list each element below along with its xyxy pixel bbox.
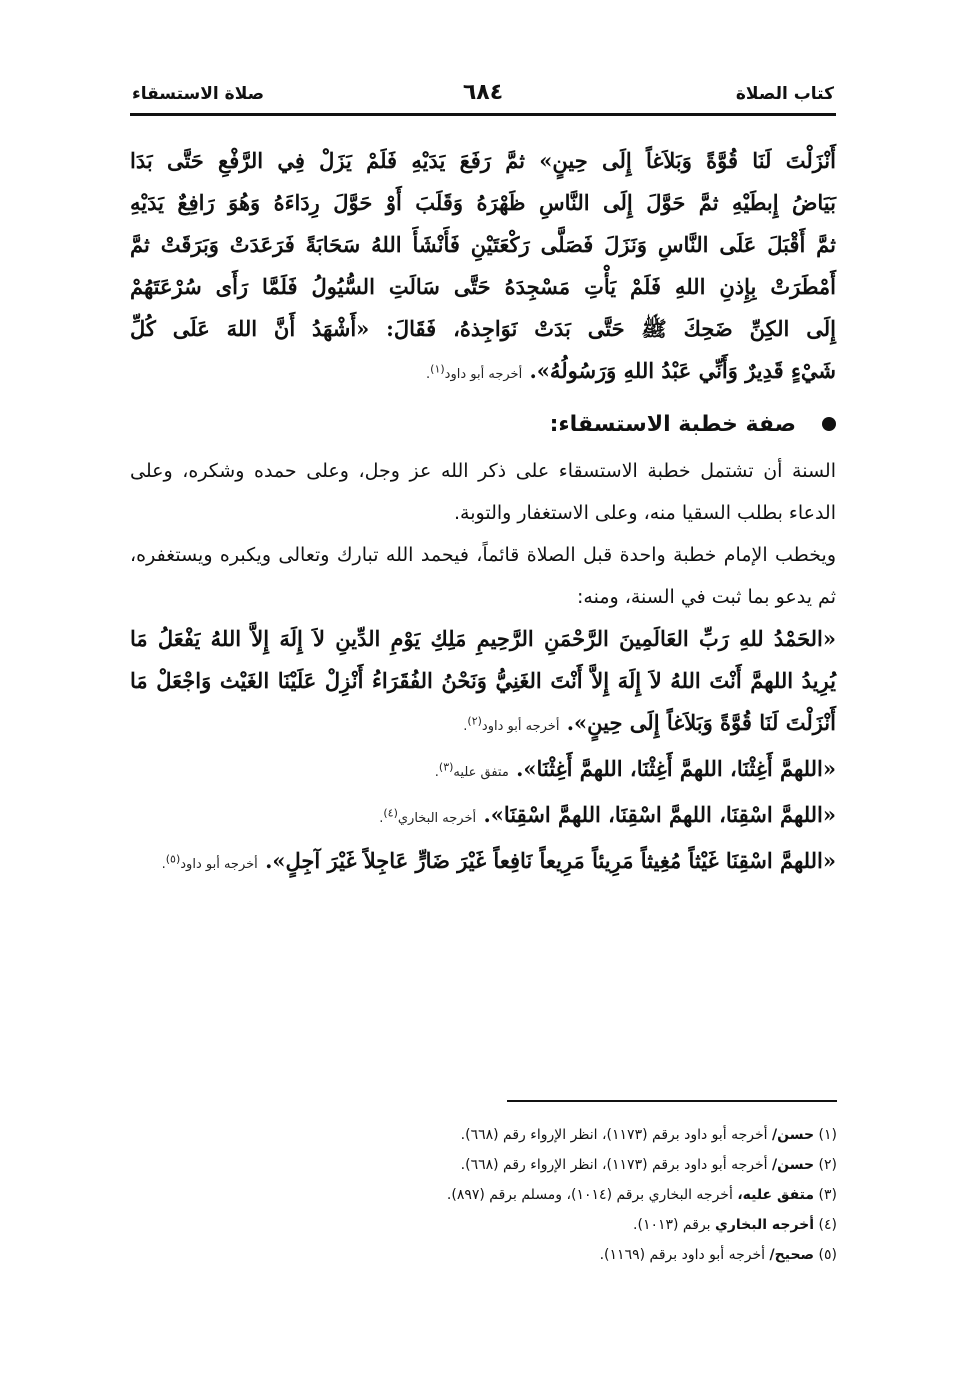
footnote-marker: (٣) [438,760,454,774]
ref-text: أخرجه أبو داود [180,857,258,872]
page-number: ٦٨٤ [462,80,504,105]
ref-text: متفق عليه [453,765,509,780]
footnote-divider [507,1100,837,1102]
dua-text: «اللهمَّ اسْقِنَا، اللهمَّ اسْقِنَا، اللهمَّ اسْقِنَا». [483,802,836,827]
dua-paragraph [130,748,836,794]
footnote-text: أخرجه أبو داود برقم (١١٧٣)، انظر الإرواء رقم (٦٦٨). [460,1157,768,1173]
ref-text: أخرجه أبو داود [481,719,560,734]
footnote-number: (٥) [818,1247,837,1263]
footnote-marker: (٤) [383,806,398,820]
footnote-item [131,1210,837,1240]
footnote-text: أخرجه أبو داود برقم (١١٦٩). [599,1247,766,1263]
text-line: أَمْطَرَتْ بِإِذنِ اللهِ فَلَمْ يَأْتِ مَسْجِدَهُ حَتَّى سَالَتِ السُّيُولُ فَلَمَّا رَأَى سُرْعَتَهُمْ [130,274,836,299]
footnote-item [131,1180,837,1210]
hadith-reference: أخرجه أبو داود$^{(١)}$. [426,362,523,382]
footnote-marker: (١) [430,362,445,376]
footnote-marker: (٥) [165,852,181,866]
text-line: إِلَى الكِنِّ ضَحِكَ ﷺ حَتَّى بَدَتْ نَوَاجِذهُ، فَقَالَ: «أَشْهَدُ أَنَّ اللهَ عَلَى كُلِّ [130,316,836,341]
footnote-grade: أخرجه البخاري [715,1217,815,1233]
dua-text: «اللهمَّ أَغِثْنَا، اللهمَّ أَغِثْنَا، اللهمَّ أَغِثْنَا». [516,756,836,781]
text-fragment: شَيْءٍ قَدِيرٌ وَأَنِّي عَبْدُ اللهِ وَرَسُولُهُ». [529,358,836,383]
footnote-text: برقم (١٠١٣). [633,1217,711,1233]
dua-paragraph [130,840,836,886]
dua-paragraph [130,618,836,748]
footnote-number: (٤) [818,1217,837,1233]
book-title: كتاب الصلاة [735,84,834,104]
main-text [130,140,836,886]
footnote-item [131,1150,837,1180]
section-heading [130,404,836,446]
footnote-grade: حسن/ [772,1157,815,1173]
footnotes [131,1120,837,1270]
footnote-number: (١) [818,1127,837,1143]
section-heading-text: صفة خطبة الاستسقاء: [549,412,796,437]
dua-text: «الحَمْدُ للهِ رَبِّ العَالَمِينَ الرَّحْمَنِ الرَّحِيمِ مَلِكِ يَوْمِ الدِّينِ لاَ إِلَهَ إِلاَّ اللهُ يَفْعَلُ مَا يُرِيدُ اللهمَّ أَنْتَ اللهُ لاَ إِلَهَ إِلاَّ أَنْتَ الغَنِيُّ وَنَحْنُ الفُقَرَاءُ أَنْزِلْ عَلَيْنَا الغَيْث وَاجْعَلْ مَا أَنْزَلْتَ لَنَا قُوَّةً وَبَلاَغاً إِلَى حِينٍ». [130,626,836,735]
hadith-paragraph [130,140,836,396]
footnote-number: (٢) [818,1157,837,1173]
chapter-title: صلاة الاستسقاء [132,84,265,104]
ref-text: أخرجه أبو داود [444,367,523,382]
text-line: أَنْزَلْتَ لَنَا قُوَّةً وَبَلاَغاً إِلَى حِينٍ» ثمَّ رَفَعَ يَدَيْهِ فَلَمْ يَزَلْ فِي الرَّفْعِ حَتَّى بَدَا [130,148,836,173]
footnote-text: أخرجه أبو داود برقم (١١٧٣)، انظر الإرواء رقم (٦٦٨). [460,1127,768,1143]
footnote-grade: حسن/ [772,1127,815,1143]
paragraph: ويخطب الإمام خطبة واحدة قبل الصلاة قائماً، فيحمد الله تبارك وتعالى ويكبره ويستغفره، ثم يدعو بما ثبت في السنة، ومنه: [130,544,836,608]
text-line [130,350,836,396]
bullet-icon [822,417,836,431]
text-line: بَيَاضُ إِبطَيْهِ ثمَّ حَوَّلَ إِلَى النَّاسِ ظَهْرَهُ وَقَلَبَ أَوْ حَوَّلَ رِدَاءَهُ وَهُوَ رَافِعٌ يَدَيْهِ [130,190,836,215]
footnote-number: (٣) [818,1187,837,1203]
ref-text: أخرجه البخاري [397,811,477,826]
dua-paragraph [130,794,836,840]
footnote-text: أخرجه البخاري برقم (١٠١٤)، ومسلم برقم (٨٩٧). [446,1187,733,1203]
footnote-marker: (٢) [467,714,482,728]
footnote-item [131,1240,837,1270]
dua-text: «اللهمَّ اسْقِنَا غَيْثاً مُغِيثاً مَرِيئاً مَرِيعاً نَافِعاً غَيْرَ ضَارٍّ عَاجِلاً غَيْرَ آجِلٍ». [265,848,836,873]
hadith-reference: متفق عليه$^{(٣)}$. [434,760,509,780]
header-divider [130,113,836,116]
text-line: ثمَّ أَقْبَلَ عَلَى النَّاسِ وَنَزَلَ فَصَلَّى رَكْعَتَيْنِ فَأَنْشَأَ اللهُ سَحَابَةً فَرَعَدَتْ وَبَرَقَتْ ثمَّ [130,232,836,257]
footnote-grade: صحيح/ [769,1247,815,1263]
hadith-reference: أخرجه أبو داود$^{(٥)}$. [161,852,258,872]
footnote-grade: متفق عليه، [737,1187,815,1203]
page-header [130,80,836,120]
hadith-reference: أخرجه البخاري$^{(٤)}$. [379,806,477,826]
paragraph: السنة أن تشتمل خطبة الاستسقاء على ذكر الله عز وجل، وعلى حمده وشكره، وعلى الدعاء بطلب السقيا منه، وعلى الاستغفار والتوبة. [130,460,836,524]
footnote-item [131,1120,837,1150]
hadith-reference: أخرجه أبو داود$^{(٢)}$. [463,714,560,734]
